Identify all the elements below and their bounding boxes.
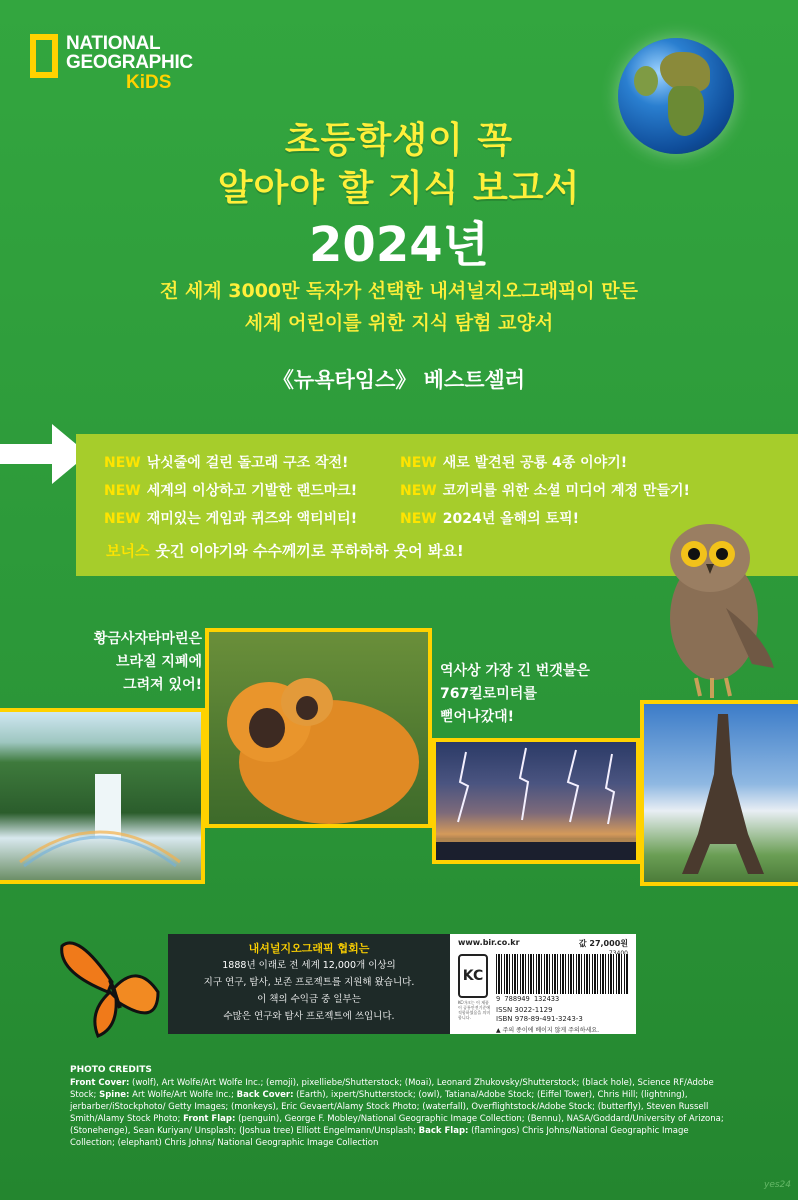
logo-kids: KiDS: [126, 72, 172, 93]
info-line: 1888년 이래로 전 세계 12,000개 이상의: [222, 960, 396, 971]
credits-heading: PHOTO CREDITS: [70, 1065, 152, 1075]
new-item: NEW 세계의 이상하고 기발한 랜드마크!: [104, 483, 358, 499]
photo-credits: PHOTO CREDITS Front Cover: (wolf), Art Wolfe/Art Wolfe Inc.; (emoji), pixelliebe/Shutterstock; (Moai), Leonard Zhukovsky/Shutterstock; (black hole), Science RF/Adobe Stock; Spine: Art Wolfe/Art Wolfe Inc.; Back Cover: (Earth), ixpert/Shutterstock; (owl), Tatiana/Adobe Stock; (Eiffel Tower), Chris Hill; (lightning), jerbarber/iStockphoto/ Getty Images; (monkeys), Eric Gevaert/Alamy Stock Photo; (waterfall), Overflightstock/Adobe Stock; (butterfly), Steven Russell Smith/Alamy Stock Photo; Front Flap: (penguin), George F. Mobley/National Geographic Image Collection; (Bennu), NASA/Goddard/University of Arizona; (Stonehenge), Sean Kuriyan/ Unsplash; (Joshua tree) Elliott Engelmann/Unsplash; Back Flap: (flamingos) Chris Johns/National Geographic Image Collection; (elephant) Chris Johns/ National Geographic Image Collection: [70, 1064, 730, 1149]
issn: ISSN 3022-1129: [496, 1006, 553, 1014]
info-line: 이 책의 수익금 중 일부는: [257, 994, 361, 1005]
info-line: 수많은 연구와 탐사 프로젝트에 쓰입니다.: [223, 1011, 395, 1022]
bonus-item: 보너스 웃긴 이야기와 수수께끼로 푸하하하 웃어 봐요!: [106, 542, 464, 560]
info-heading: 내셔널지오그래픽 협회는: [248, 942, 370, 955]
watermark-signature: yes24: [764, 1180, 792, 1190]
barcode-bars: [496, 954, 628, 994]
caption-tamarin: 황금사자타마린은 브라질 지폐에 그려져 있어!: [93, 631, 202, 693]
title-year: 2024년: [309, 217, 489, 273]
caption-lightning: 역사상 가장 긴 번갯불은 767킬로미터를 뻗어나갔대!: [440, 663, 590, 725]
waterfall-photo: [0, 708, 205, 884]
society-info-box: [168, 934, 450, 1034]
subtitle-line1: 전 세계 3000만 독자가 선택한 내셔널지오그래픽이 만든: [159, 280, 638, 302]
logo-line2: GEOGRAPHIC: [66, 52, 193, 73]
info-line: 지구 연구, 탐사, 보존 프로젝트를 지원해 왔습니다.: [203, 977, 415, 988]
butterfly-image: [58, 932, 168, 1042]
yellow-frame-icon: [30, 34, 58, 78]
eiffel-tower-photo: [640, 700, 798, 886]
new-item: NEW 재미있는 게임과 퀴즈와 액티비티!: [104, 511, 358, 527]
kc-note: KC마크는 이 제품이 공통안전기준에 적합하였음을 의미합니다.: [458, 1000, 491, 1020]
warning-text: ▲ 주의 종이에 베이지 않게 주의하세요.: [496, 1027, 599, 1034]
logo-line1: NATIONAL: [66, 33, 161, 54]
kc-mark-icon: KC: [458, 954, 488, 998]
publisher-url: www.bir.co.kr: [458, 938, 520, 947]
lightning-photo: [432, 738, 640, 864]
new-item: NEW 새로 발견된 공룡 4종 이야기!: [400, 455, 628, 471]
new-item: NEW 낚싯줄에 걸린 돌고래 구조 작전!: [104, 455, 349, 471]
bestseller-label: 《뉴욕타임스》 베스트셀러: [272, 368, 526, 392]
barcode-number: 9 788949 132433: [496, 995, 560, 1003]
title-line1: 초등학생이 꼭: [284, 120, 514, 161]
new-item: NEW 코끼리를 위한 소셜 미디어 계정 만들기!: [400, 483, 690, 499]
title-line2: 알아야 할 지식 보고서: [217, 168, 581, 209]
barcode-panel: [450, 934, 636, 1034]
tamarin-photo: [205, 628, 432, 828]
natgeo-kids-logo: [30, 34, 193, 92]
isbn: ISBN 978-89-491-3243-3: [496, 1015, 583, 1023]
price-label: 값 27,000원: [578, 939, 628, 948]
owl-image: [656, 518, 780, 702]
new-item: NEW 2024년 올해의 토픽!: [400, 511, 579, 527]
subtitle-line2: 세계 어린이를 위한 지식 탐험 교양서: [244, 312, 554, 334]
